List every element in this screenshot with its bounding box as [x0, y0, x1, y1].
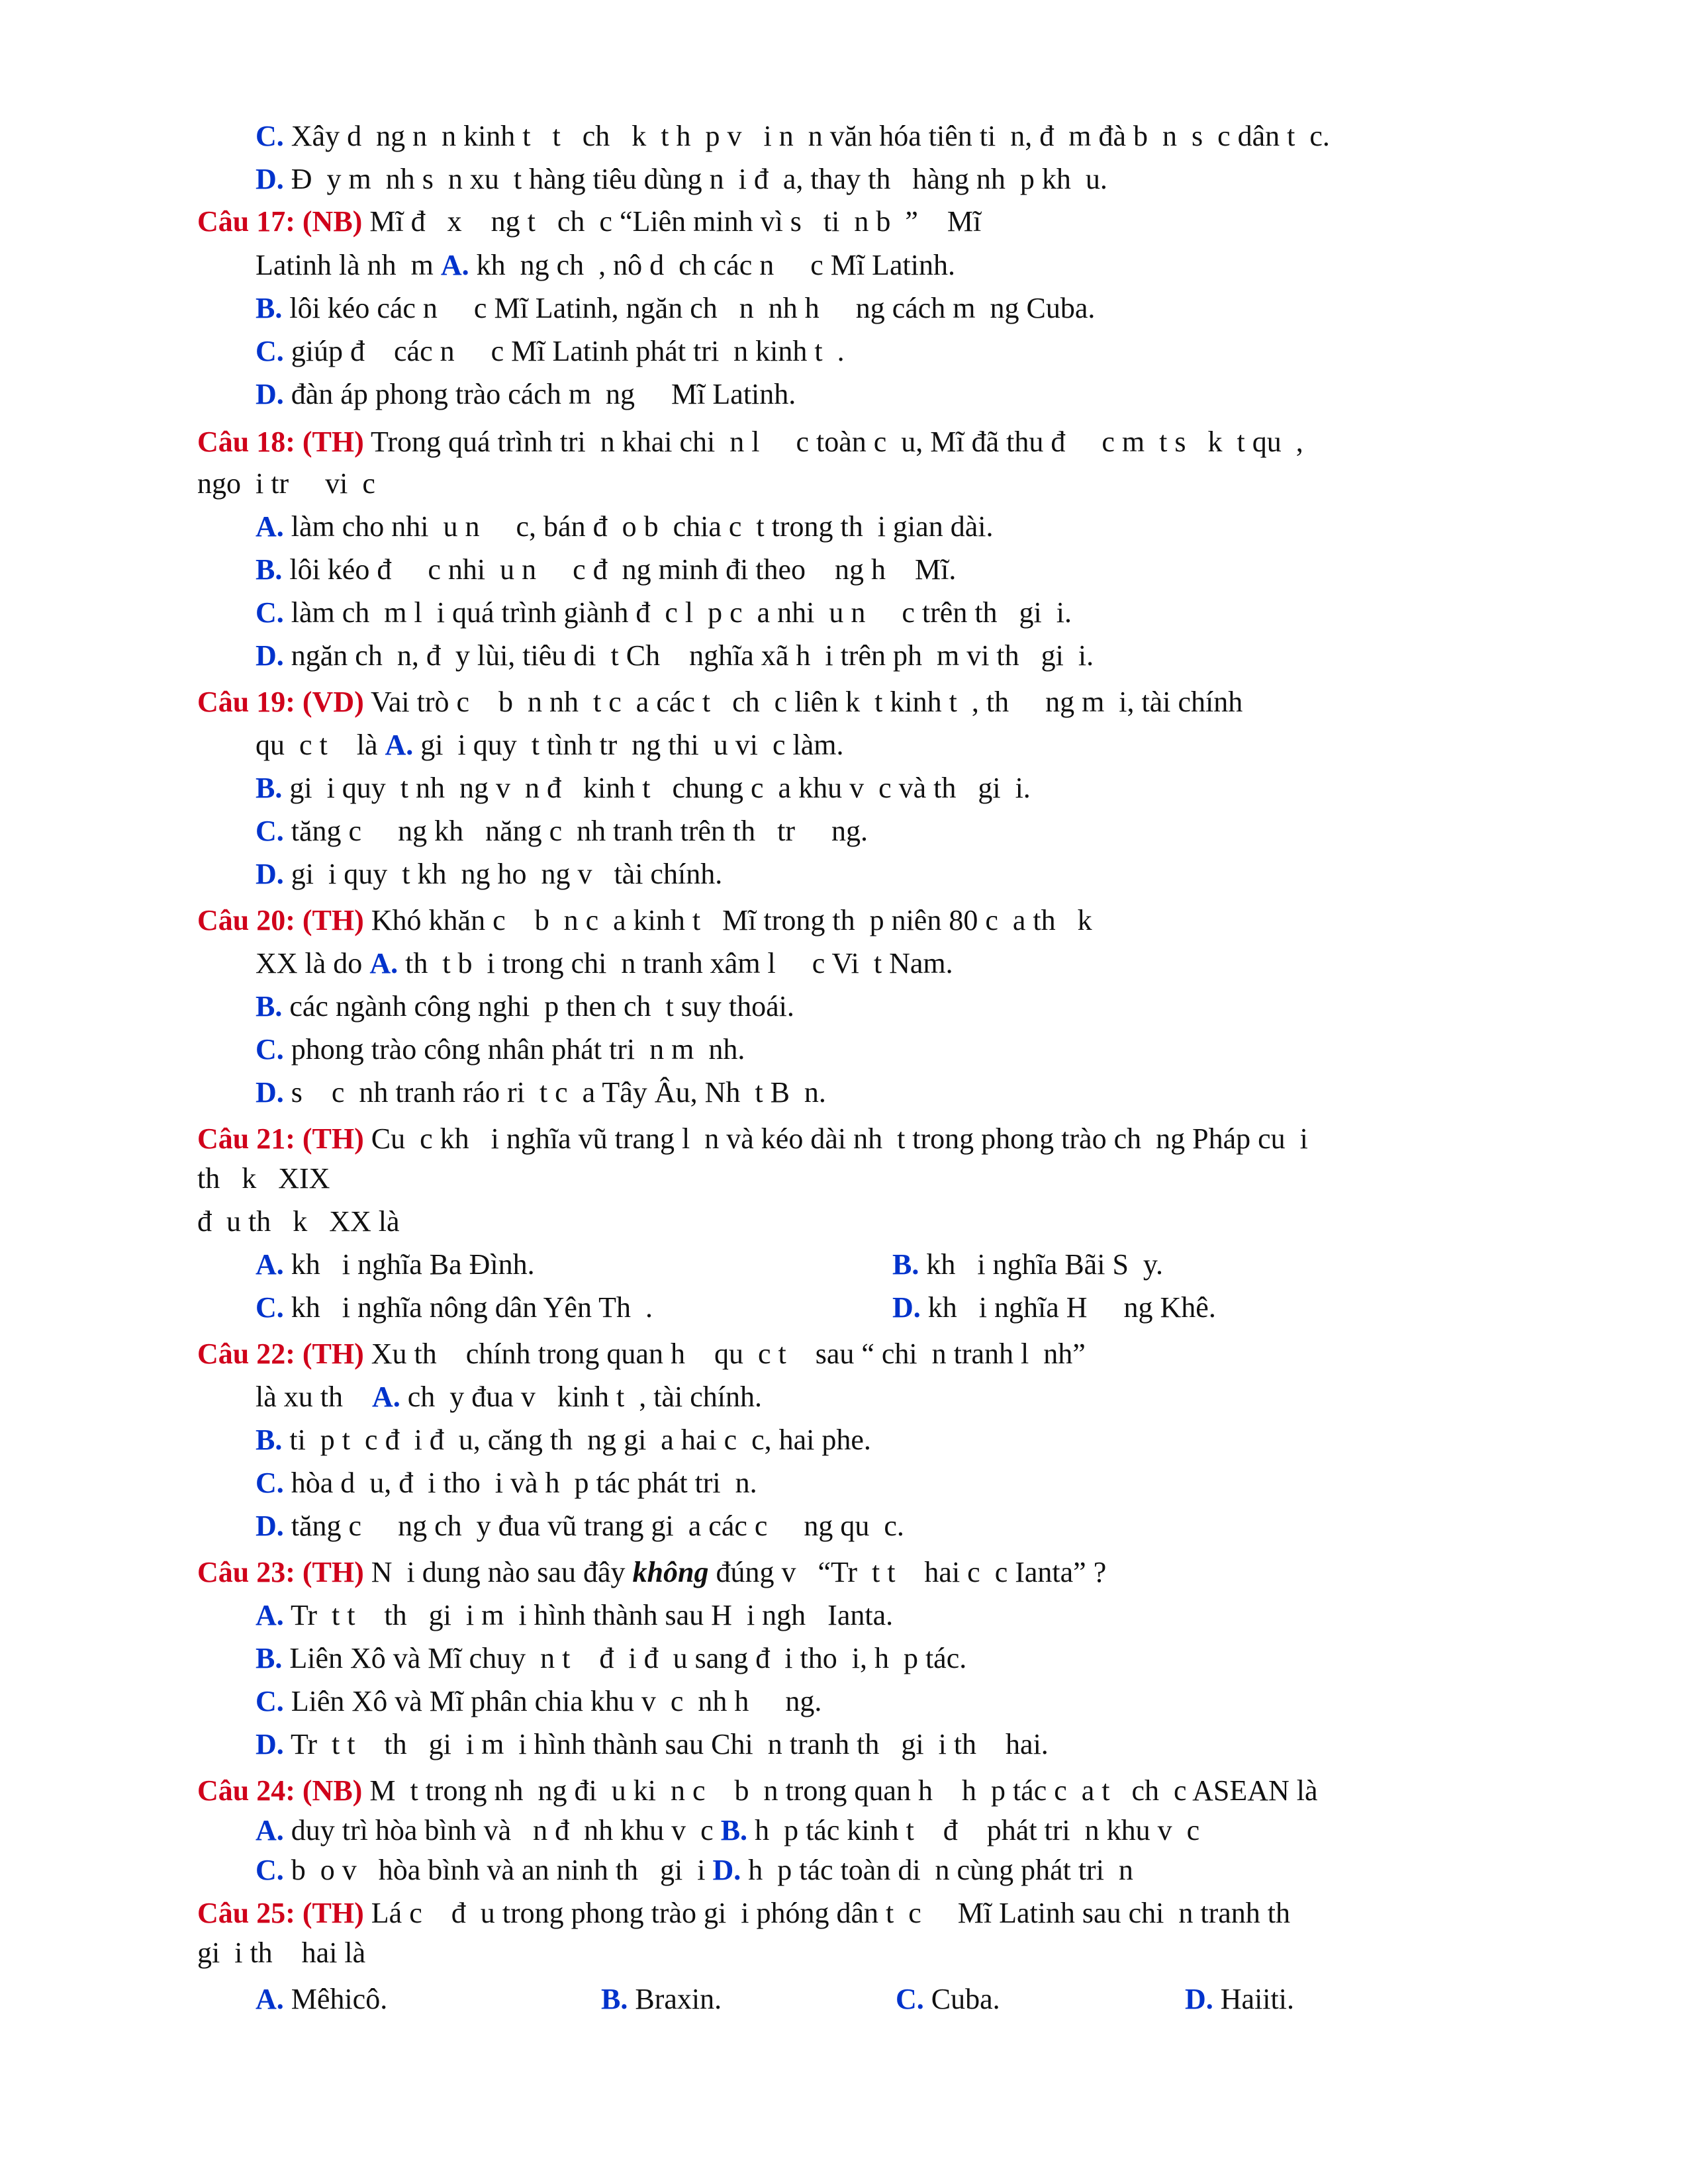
- answer-line: [892, 1246, 1163, 1283]
- option-text: làm cho nhi u n c, bán đ o b chia c t trong th i gian dài.: [283, 510, 994, 543]
- answer-line: [256, 376, 796, 413]
- question-label: Câu 21: (TH): [197, 1122, 364, 1155]
- option-letter: C.: [256, 120, 284, 152]
- answer-line: XX là do A. th t b i trong chi n tranh xâm l c Vi t Nam.: [256, 947, 953, 979]
- answer-line: [256, 1246, 535, 1283]
- answer-line: [256, 813, 868, 850]
- option-letter: D.: [256, 378, 284, 410]
- answer-line: [256, 770, 1031, 807]
- answer-line: [256, 988, 794, 1025]
- option-letter: C.: [896, 1983, 924, 2015]
- option-text: Liên Xô và Mĩ chuy n t đ i đ u sang đ i tho i, h p tác.: [282, 1642, 967, 1674]
- option-text: duy trì hòa bình và n đ nh khu v c: [283, 1814, 721, 1846]
- option-letter: B.: [720, 1814, 748, 1846]
- question-stem-cont: ngo i tr vi c: [197, 467, 375, 500]
- option-text: Mêhicô.: [283, 1983, 388, 2015]
- option-letter: D.: [712, 1854, 741, 1886]
- option-letter: C.: [256, 1854, 284, 1886]
- option-text: h p tác toàn di n cùng phát tri n: [741, 1854, 1133, 1886]
- option-letter: C.: [256, 815, 284, 847]
- option-letter: A.: [256, 1814, 284, 1846]
- answer-line: [256, 161, 1107, 198]
- answer-line: [256, 1031, 745, 1068]
- option-text: gi i quy t nh ng v n đ kinh t chung c a khu v c và th gi i.: [282, 772, 1031, 804]
- answer-line: [601, 1981, 722, 2018]
- option-text: Tr t t th gi i m i hình thành sau Chi n tranh th gi i th hai.: [283, 1728, 1049, 1760]
- option-letter: B.: [256, 553, 283, 586]
- answer-line: [256, 1812, 1199, 1849]
- option-text: lôi kéo đ c nhi u n c đ ng minh đi theo ng h Mĩ.: [282, 553, 957, 586]
- question-stem: Câu 19: (VD) Vai trò c b n nh t c a các t ch c liên k t kinh t , th ng m i, tài chính: [197, 686, 1243, 718]
- option-letter: A.: [256, 1599, 284, 1631]
- option-letter: B.: [892, 1248, 919, 1281]
- emphasis-word: không: [632, 1556, 709, 1588]
- answer-line: [256, 1597, 893, 1634]
- option-letter: A.: [369, 947, 399, 979]
- answer-line: [256, 508, 993, 545]
- option-text: th t b i trong chi n tranh xâm l c Vi t Nam.: [398, 947, 953, 979]
- answer-line: [256, 1726, 1049, 1763]
- option-text: hòa d u, đ i tho i và h p tác phát tri n.: [283, 1467, 757, 1499]
- answer-line: [256, 1465, 757, 1502]
- option-letter: C.: [256, 1033, 284, 1066]
- answer-line: [896, 1981, 1000, 2018]
- question-stem: Câu 22: (TH) Xu th chính trong quan h qu c t sau “ chi n tranh l nh”: [197, 1338, 1086, 1370]
- option-text: Tr t t th gi i m i hình thành sau H i ngh Ianta.: [283, 1599, 894, 1631]
- question-stem-cont: gi i th hai là: [197, 1936, 366, 1969]
- answer-line: [256, 333, 845, 370]
- answer-line: qu c t là A. gi i quy t tình tr ng thi u vi c làm.: [256, 729, 844, 761]
- question-label: Câu 18: (TH): [197, 426, 364, 458]
- question-label: Câu 20: (TH): [197, 904, 364, 936]
- question-stem: Câu 18: (TH) Trong quá trình tri n khai chi n l c toàn c u, Mĩ đã thu đ c m t s k t qu ,: [197, 426, 1303, 458]
- option-text: gi i quy t kh ng ho ng v tài chính.: [283, 858, 723, 890]
- question-label: Câu 25: (TH): [197, 1897, 364, 1929]
- option-text: Haiiti.: [1213, 1983, 1294, 2015]
- option-letter: C.: [256, 596, 284, 629]
- question-stem: Câu 20: (TH) Khó khăn c b n c a kinh t Mĩ trong th p niên 80 c a th k: [197, 904, 1092, 936]
- answer-line: [256, 637, 1094, 674]
- option-text: giúp đ các n c Mĩ Latinh phát tri n kinh t .: [283, 335, 845, 367]
- option-letter: D.: [256, 639, 284, 672]
- option-letter: D.: [256, 858, 284, 890]
- option-letter: D.: [1185, 1983, 1213, 2015]
- answer-line: [256, 856, 722, 893]
- option-text: lôi kéo các n c Mĩ Latinh, ngăn ch n nh h ng cách m ng Cuba.: [282, 292, 1096, 324]
- option-text: làm ch m l i quá trình giành đ c l p c a nhi u n c trên th gi i.: [283, 596, 1072, 629]
- option-letter: C.: [256, 1467, 284, 1499]
- option-letter: D.: [256, 1076, 284, 1109]
- answer-line: [256, 1852, 1133, 1889]
- answer-line: [256, 1074, 826, 1111]
- option-letter: A.: [371, 1381, 400, 1413]
- answer-line: [256, 290, 1095, 327]
- option-letter: A.: [256, 510, 284, 543]
- answer-line: [892, 1289, 1216, 1326]
- answer-line: [1185, 1981, 1294, 2018]
- answer-line: [256, 1508, 904, 1545]
- answer-line: [256, 1422, 871, 1459]
- option-letter: B.: [256, 292, 283, 324]
- option-letter: A.: [440, 249, 469, 281]
- option-letter: B.: [256, 990, 283, 1023]
- option-text: các ngành công nghi p then ch t suy thoái.: [282, 990, 794, 1023]
- option-letter: A.: [256, 1248, 284, 1281]
- question-label: Câu 24: (NB): [197, 1774, 363, 1807]
- answer-line: Latinh là nh m A. kh ng ch , nô d ch các n c Mĩ Latinh.: [256, 249, 956, 281]
- option-text: Cuba.: [923, 1983, 1000, 2015]
- option-text: kh ng ch , nô d ch các n c Mĩ Latinh.: [469, 249, 956, 281]
- option-text: tăng c ng kh năng c nh tranh trên th tr ng.: [283, 815, 868, 847]
- option-letter: B.: [256, 1424, 283, 1456]
- question-stem: Câu 25: (TH) Lá c đ u trong phong trào gi i phóng dân t c Mĩ Latinh sau chi n tranh th: [197, 1897, 1290, 1929]
- option-text: đàn áp phong trào cách m ng Mĩ Latinh.: [283, 378, 796, 410]
- option-letter: B.: [601, 1983, 628, 2015]
- option-text: ti p t c đ i đ u, căng th ng gi a hai c c, hai phe.: [282, 1424, 871, 1456]
- option-text: kh i nghĩa nông dân Yên Th .: [283, 1291, 653, 1324]
- question-stem-cont: đ u th k XX là: [197, 1205, 400, 1238]
- option-text: kh i nghĩa Ba Đình.: [283, 1248, 535, 1281]
- option-text: tăng c ng ch y đua vũ trang gi a các c ng qu c.: [283, 1510, 904, 1542]
- question-stem-cont: th k XIX: [197, 1162, 330, 1195]
- option-letter: B.: [256, 1642, 283, 1674]
- option-letter: D.: [256, 163, 284, 195]
- question-stem: Câu 17: (NB) Mĩ đ x ng t ch c “Liên minh vì s ti n b ” Mĩ: [197, 205, 982, 238]
- question-stem: Câu 24: (NB) M t trong nh ng đi u ki n c b n trong quan h h p tác c a t ch c ASEAN là: [197, 1774, 1318, 1807]
- option-letter: A.: [385, 729, 414, 761]
- answer-line: là xu th A. ch y đua v kinh t , tài chính.: [256, 1381, 763, 1413]
- answer-line: [256, 118, 1330, 155]
- option-letter: D.: [256, 1728, 284, 1760]
- option-text: kh i nghĩa Bãi S y.: [919, 1248, 1164, 1281]
- option-letter: C.: [256, 335, 284, 367]
- option-text: Xây d ng n n kinh t t ch k t h p v i n n văn hóa tiên ti n, đ m đà b n s c dân t c.: [283, 120, 1330, 152]
- option-text: kh i nghĩa H ng Khê.: [920, 1291, 1216, 1324]
- option-text: ngăn ch n, đ y lùi, tiêu di t Ch nghĩa xã h i trên ph m vi th gi i.: [283, 639, 1094, 672]
- question-label: Câu 23: (TH): [197, 1556, 364, 1588]
- option-text: ch y đua v kinh t , tài chính.: [400, 1381, 763, 1413]
- answer-line: [256, 1640, 966, 1677]
- answer-line: [256, 551, 956, 588]
- question-label: Câu 22: (TH): [197, 1338, 364, 1370]
- answer-line: [256, 594, 1072, 631]
- answer-line: [256, 1981, 387, 2018]
- option-text: b o v hòa bình và an ninh th gi i: [283, 1854, 713, 1886]
- question-label: Câu 19: (VD): [197, 686, 364, 718]
- option-letter: B.: [256, 772, 283, 804]
- option-letter: D.: [892, 1291, 921, 1324]
- question-stem: Câu 21: (TH) Cu c kh i nghĩa vũ trang l n và kéo dài nh t trong phong trào ch ng Pháp cu i: [197, 1122, 1308, 1155]
- option-text: s c nh tranh ráo ri t c a Tây Âu, Nh t B n.: [283, 1076, 826, 1109]
- question-stem: Câu 23: (TH) N i dung nào sau đây không đúng v “Tr t t hai c c Ianta” ?: [197, 1556, 1107, 1588]
- option-text: Liên Xô và Mĩ phân chia khu v c nh h ng.: [283, 1685, 822, 1717]
- option-text: phong trào công nhân phát tri n m nh.: [283, 1033, 745, 1066]
- option-text: gi i quy t tình tr ng thi u vi c làm.: [413, 729, 844, 761]
- option-letter: C.: [256, 1291, 284, 1324]
- question-label: Câu 17: (NB): [197, 205, 363, 238]
- option-letter: D.: [256, 1510, 284, 1542]
- answer-line: [256, 1683, 821, 1720]
- option-text: Đ y m nh s n xu t hàng tiêu dùng n i đ a, thay th hàng nh p kh u.: [283, 163, 1107, 195]
- option-letter: C.: [256, 1685, 284, 1717]
- option-letter: A.: [256, 1983, 284, 2015]
- option-text: Braxin.: [628, 1983, 722, 2015]
- option-text: h p tác kinh t đ phát tri n khu v c: [747, 1814, 1200, 1846]
- answer-line: [256, 1289, 653, 1326]
